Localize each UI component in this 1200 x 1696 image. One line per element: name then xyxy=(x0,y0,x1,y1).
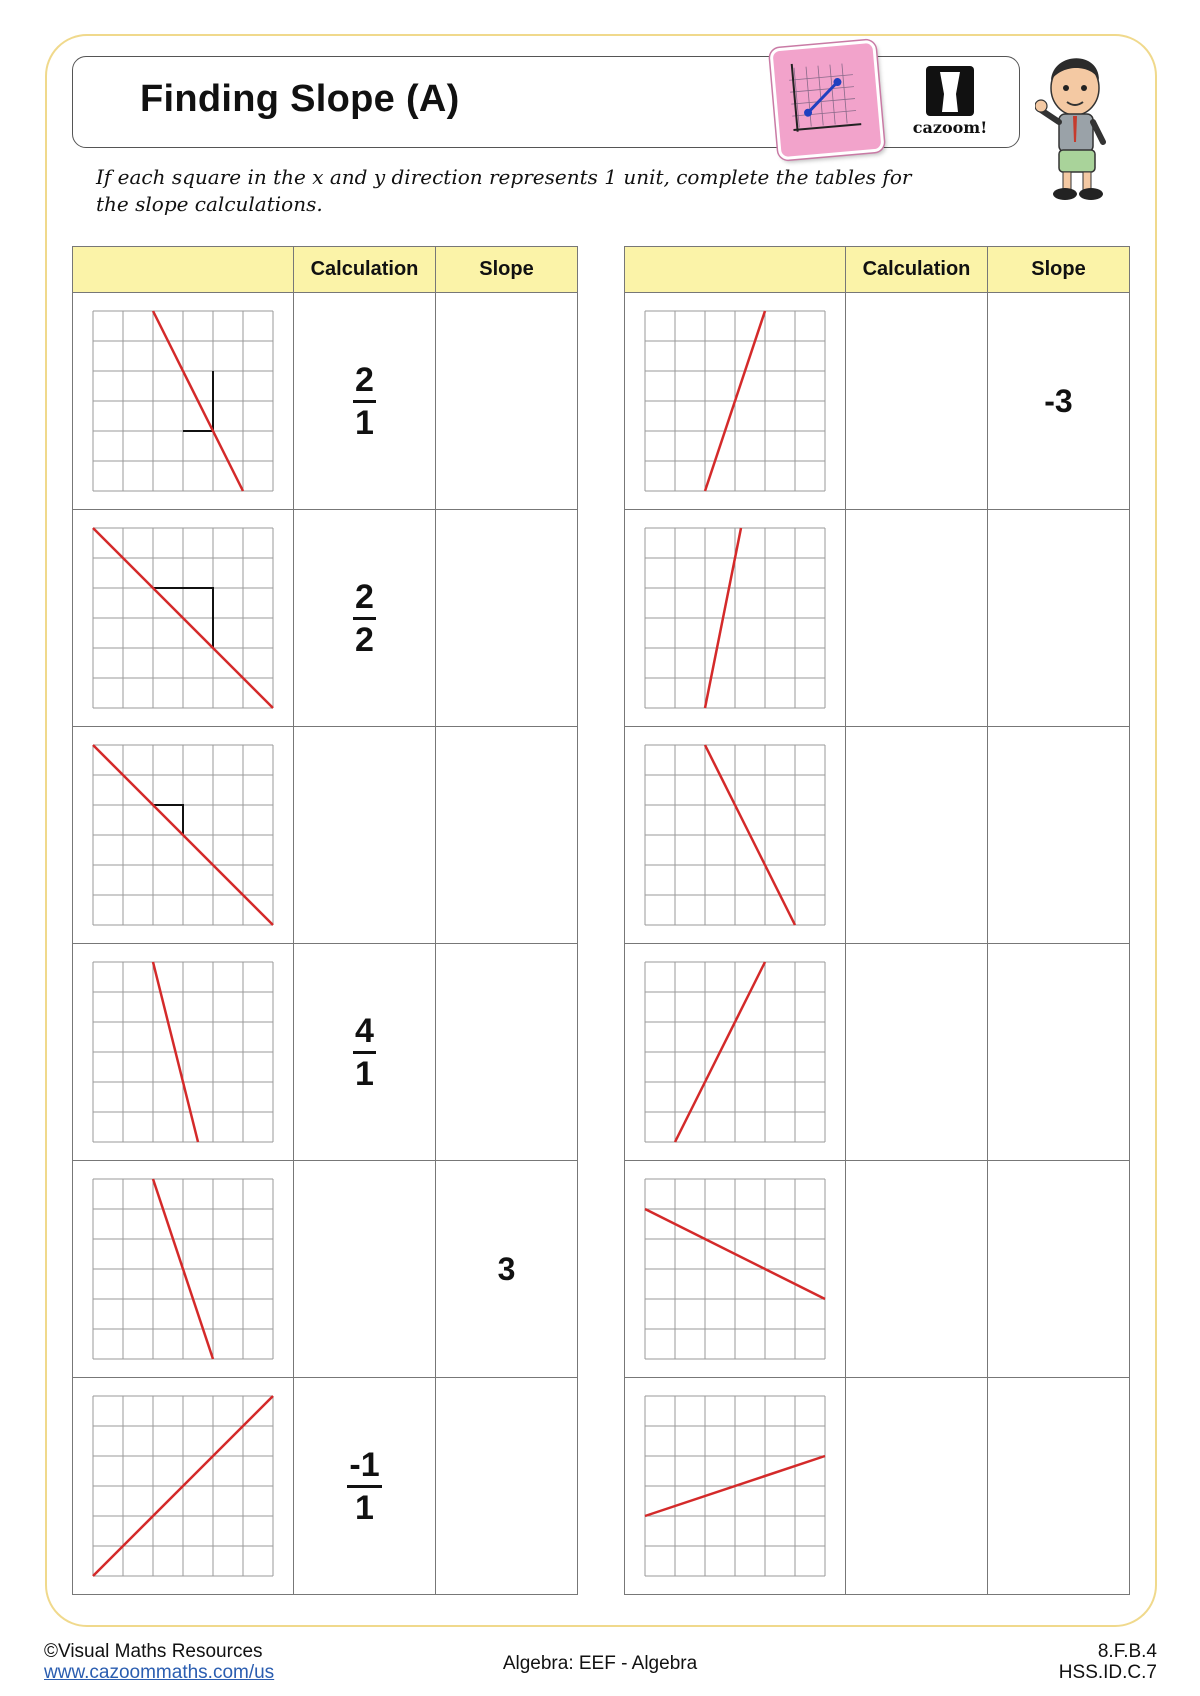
table-row xyxy=(625,293,1130,510)
slope-cell[interactable] xyxy=(988,1161,1130,1378)
grid-graph xyxy=(92,744,274,926)
slope-cell[interactable] xyxy=(988,510,1130,727)
graph-cell xyxy=(625,944,846,1161)
table-row xyxy=(73,944,578,1161)
website-link[interactable]: www.cazoommaths.com/us xyxy=(44,1662,275,1683)
copyright-text: ©Visual Maths Resources xyxy=(44,1641,263,1662)
grid-graph xyxy=(92,310,274,492)
graph-cell xyxy=(625,510,846,727)
slope-cell[interactable] xyxy=(988,1378,1130,1595)
fraction-bar xyxy=(347,1485,381,1488)
fraction-bar xyxy=(353,400,376,403)
table-row xyxy=(625,1378,1130,1595)
table-row xyxy=(625,727,1130,944)
fraction-bar xyxy=(353,1051,376,1054)
fraction-denominator: 2 xyxy=(355,620,374,659)
cazoom-logo xyxy=(900,64,1000,140)
graph-cell xyxy=(73,510,294,727)
calculation-cell[interactable] xyxy=(846,1378,988,1595)
graph-badge-icon xyxy=(769,40,884,161)
graph-cell xyxy=(73,727,294,944)
slope-cell[interactable] xyxy=(436,1161,578,1378)
calculation-column-header: Calculation xyxy=(846,247,988,293)
grid-graph xyxy=(92,961,274,1143)
slope-value: -3 xyxy=(1044,382,1073,419)
graph-cell xyxy=(625,1161,846,1378)
grid-graph xyxy=(644,961,826,1143)
table-row xyxy=(625,944,1130,1161)
graph-column-header xyxy=(625,247,846,293)
calculation-cell[interactable] xyxy=(846,510,988,727)
fraction-bar xyxy=(353,617,376,620)
grid-graph xyxy=(644,527,826,709)
graph-cell xyxy=(73,944,294,1161)
topic-label: Algebra: EEF - Algebra xyxy=(502,1653,698,1674)
slope-cell[interactable] xyxy=(436,944,578,1161)
page-title: Finding Slope (A) xyxy=(140,78,460,120)
slope-cell[interactable] xyxy=(988,944,1130,1161)
grid-graph xyxy=(644,1395,826,1577)
graph-cell xyxy=(625,1378,846,1595)
logo-mark-icon xyxy=(900,64,1000,120)
fraction xyxy=(355,579,374,658)
slope-cell[interactable] xyxy=(436,727,578,944)
table-row xyxy=(73,1161,578,1378)
right-slope-table xyxy=(624,246,1130,1595)
table-row xyxy=(73,727,578,944)
instructions-text: If each square in the x and y direction represents 1 unit, complete the tables for the slope calculations. xyxy=(96,165,912,216)
standard-code: HSS.ID.C.7 xyxy=(1058,1662,1157,1683)
fraction-denominator: 1 xyxy=(355,403,374,442)
fraction-numerator: 2 xyxy=(355,360,374,399)
fraction-denominator: 1 xyxy=(355,1054,374,1093)
fraction-numerator: 2 xyxy=(355,577,374,616)
calculation-column-header: Calculation xyxy=(294,247,436,293)
slope-cell[interactable] xyxy=(436,1378,578,1595)
mascot-boy-icon xyxy=(1035,46,1135,204)
fraction-numerator: -1 xyxy=(349,1445,380,1484)
slope-cell[interactable] xyxy=(436,293,578,510)
slope-cell[interactable] xyxy=(436,510,578,727)
table-row xyxy=(625,510,1130,727)
calculation-cell[interactable] xyxy=(846,727,988,944)
calculation-cell[interactable] xyxy=(294,293,436,510)
standard-code: 8.F.B.4 xyxy=(1097,1641,1157,1662)
graph-column-header xyxy=(73,247,294,293)
slope-column-header: Slope xyxy=(436,247,578,293)
grid-graph xyxy=(92,527,274,709)
slope-cell[interactable] xyxy=(988,727,1130,944)
grid-graph xyxy=(644,310,826,492)
table-row xyxy=(625,1161,1130,1378)
left-slope-table xyxy=(72,246,578,1595)
fraction xyxy=(355,362,374,441)
calculation-cell[interactable] xyxy=(294,1161,436,1378)
table-row xyxy=(73,1378,578,1595)
graph-cell xyxy=(73,1378,294,1595)
table-row xyxy=(73,293,578,510)
graph-cell xyxy=(73,1161,294,1378)
standards-codes xyxy=(1059,1641,1157,1683)
calculation-cell[interactable] xyxy=(294,944,436,1161)
calculation-cell[interactable] xyxy=(846,293,988,510)
calculation-cell[interactable] xyxy=(294,510,436,727)
logo-text: cazoom! xyxy=(912,118,988,137)
calculation-cell[interactable] xyxy=(846,944,988,1161)
slope-column-header: Slope xyxy=(988,247,1130,293)
fraction-numerator: 4 xyxy=(355,1011,374,1050)
fraction-denominator: 1 xyxy=(355,1488,374,1527)
calculation-cell[interactable] xyxy=(846,1161,988,1378)
calculation-cell[interactable] xyxy=(294,1378,436,1595)
slope-cell[interactable] xyxy=(988,293,1130,510)
footer-credits xyxy=(44,1641,274,1683)
fraction xyxy=(349,1447,379,1526)
slope-value: 3 xyxy=(497,1250,516,1287)
graph-cell xyxy=(625,293,846,510)
grid-graph xyxy=(92,1395,274,1577)
graph-cell xyxy=(73,293,294,510)
fraction xyxy=(355,1013,374,1092)
grid-graph xyxy=(644,744,826,926)
graph-cell xyxy=(625,727,846,944)
grid-graph xyxy=(644,1178,826,1360)
calculation-cell[interactable] xyxy=(294,727,436,944)
table-row xyxy=(73,510,578,727)
grid-graph xyxy=(92,1178,274,1360)
